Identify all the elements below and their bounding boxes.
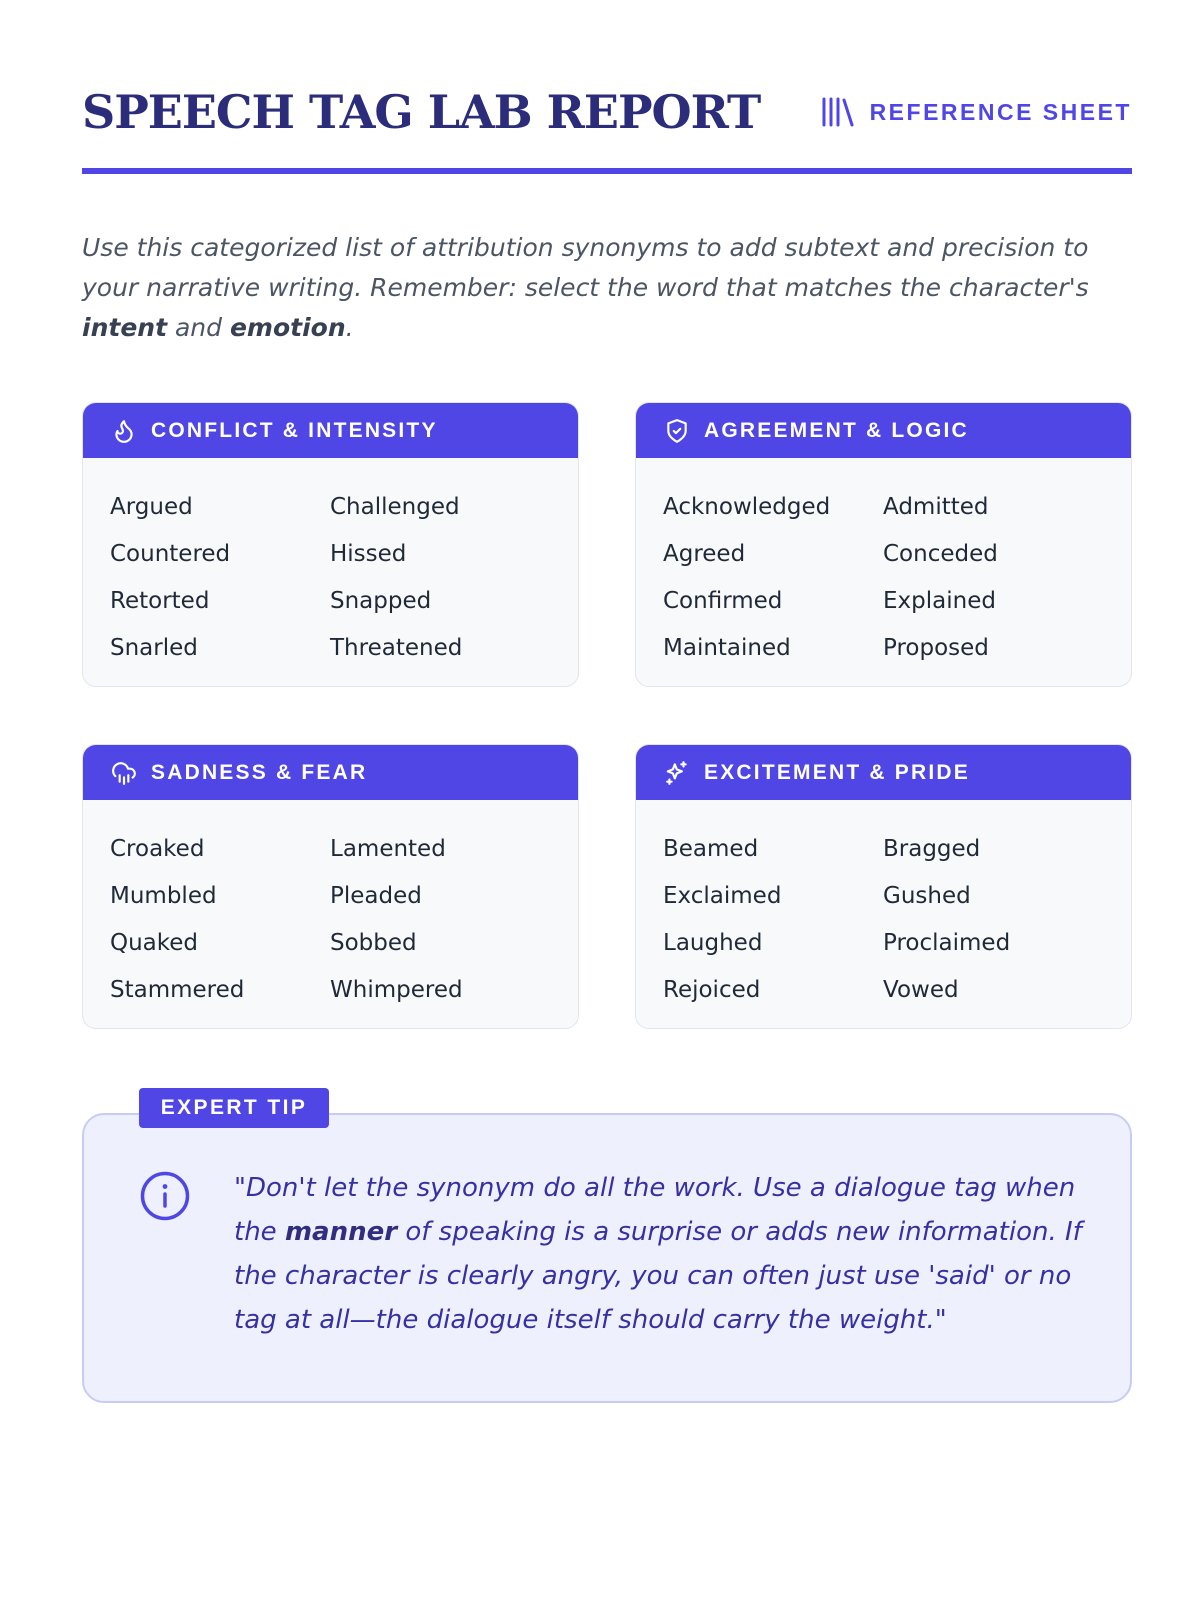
intro-text-2: and: [167, 313, 230, 342]
word-item: Explained: [883, 588, 996, 614]
word-item: Agreed: [663, 541, 746, 567]
word-item: Countered: [110, 541, 231, 567]
word-grid: [636, 800, 1131, 1014]
category-header: [83, 403, 578, 458]
word-item: Admitted: [883, 494, 989, 520]
reference-sheet-label: [820, 95, 1132, 129]
expert-tip-text: [234, 1166, 1094, 1342]
word-item: Threatened: [330, 635, 463, 661]
word-item: Croaked: [110, 836, 205, 862]
category-card-excitement: [635, 744, 1132, 1029]
tip-text-1: "Don't let the synonym do all the work. Use a dialogue tag when the: [234, 1173, 1076, 1247]
category-card-sadness: [82, 744, 579, 1029]
category-title: SADNESS & FEAR: [151, 760, 368, 784]
word-item: Whimpered: [330, 977, 463, 1003]
word-item: Vowed: [883, 977, 959, 1003]
tip-emphasis-manner: manner: [284, 1217, 398, 1247]
category-header: [636, 745, 1131, 800]
word-item: Acknowledged: [663, 494, 831, 520]
word-item: Hissed: [330, 541, 407, 567]
word-item: Pleaded: [330, 883, 422, 909]
word-item: Snarled: [110, 635, 198, 661]
word-item: Confirmed: [663, 588, 783, 614]
reference-sheet-text: REFERENCE SHEET: [869, 98, 1132, 125]
word-item: Proposed: [883, 635, 989, 661]
word-item: Quaked: [110, 930, 199, 956]
library-icon: [820, 95, 856, 129]
sparkles-icon: [664, 760, 690, 786]
word-item: Laughed: [663, 930, 763, 956]
flame-icon: [111, 418, 137, 444]
info-icon: [139, 1170, 191, 1222]
intro-emphasis-intent: intent: [82, 313, 168, 342]
word-item: Rejoiced: [663, 977, 761, 1003]
word-item: Argued: [110, 494, 193, 520]
word-item: Sobbed: [330, 930, 417, 956]
word-item: Snapped: [330, 588, 432, 614]
category-title: EXCITEMENT & PRIDE: [704, 760, 970, 784]
word-item: Proclaimed: [883, 930, 1011, 956]
intro-paragraph: [82, 228, 1132, 348]
word-item: Stammered: [110, 977, 245, 1003]
category-header: [83, 745, 578, 800]
word-item: Maintained: [663, 635, 791, 661]
header-divider: [82, 168, 1132, 174]
category-title: CONFLICT & INTENSITY: [151, 418, 438, 442]
word-item: Retorted: [110, 588, 210, 614]
tip-text-2: of speaking is a surprise or adds new information. If the character is clearly angry, you can often just use 'said' or no tag at all—the dialogue itself should carry the weight.": [234, 1217, 1082, 1335]
word-item: Bragged: [883, 836, 981, 862]
word-item: Exclaimed: [663, 883, 782, 909]
category-header: [636, 403, 1131, 458]
page-header: [82, 80, 1132, 144]
cloud-rain-icon: [111, 760, 137, 786]
page-title: SPEECH TAG LAB REPORT: [82, 85, 761, 139]
word-item: Conceded: [883, 541, 998, 567]
expert-tip-badge: EXPERT TIP: [139, 1088, 329, 1128]
category-card-agreement: [635, 402, 1132, 687]
word-grid: [636, 458, 1131, 672]
word-grid: [83, 458, 578, 672]
word-item: Mumbled: [110, 883, 217, 909]
word-item: Lamented: [330, 836, 446, 862]
word-item: Beamed: [663, 836, 759, 862]
word-grid: [83, 800, 578, 1014]
category-title: AGREEMENT & LOGIC: [704, 418, 969, 442]
intro-text-1: Use this categorized list of attribution synonyms to add subtext and precision to your narrative writing. Remember: select the word that matches the character's: [82, 233, 1089, 302]
word-item: Gushed: [883, 883, 971, 909]
category-card-conflict: [82, 402, 579, 687]
shield-check-icon: [664, 418, 690, 444]
word-item: Challenged: [330, 494, 460, 520]
intro-text-3: .: [345, 313, 354, 342]
intro-emphasis-emotion: emotion: [229, 313, 346, 342]
